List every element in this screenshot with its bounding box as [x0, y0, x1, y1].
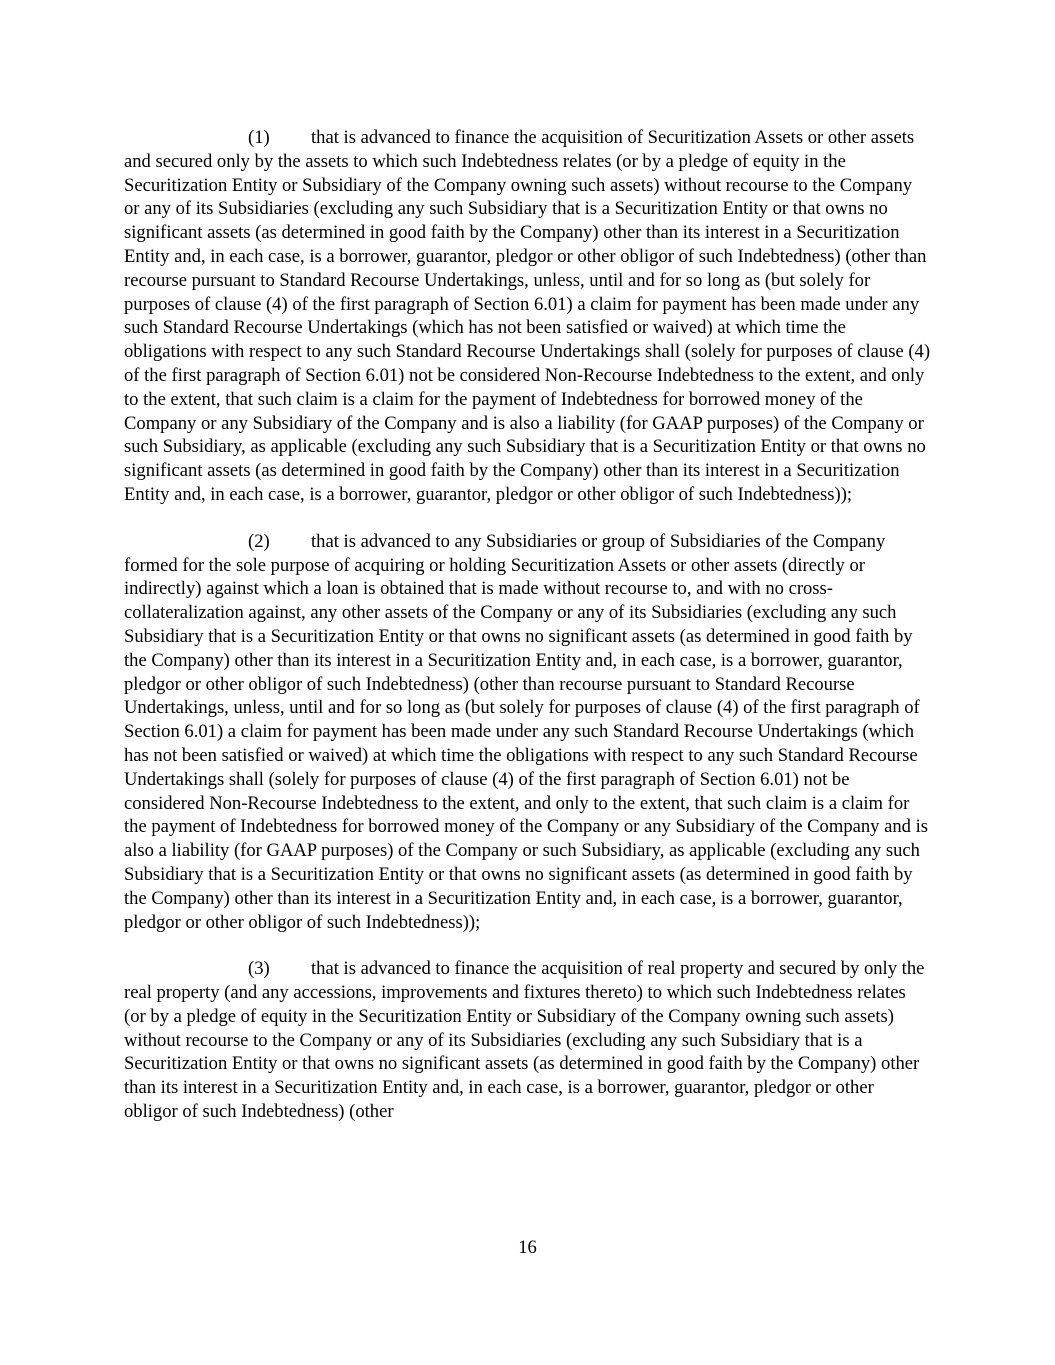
clause-text: that is advanced to finance the acquisition of Securitization Assets or other assets and secured only by the assets to which such Indebtedness relates (or by a pledge of equity in the Securitization Entity or Subsidiary of the Company owning such assets) without recourse to the Company or any of its Subsidiaries (excluding any such Subsidiary that is a Securitization Entity or that owns no significant assets (as determined in good faith by the Company) other than its interest in a Securitization Entity and, in each case, is a borrower, guarantor, pledgor or other obligor of such Indebtedness) (other than recourse pursuant to Standard Recourse Undertakings, unless, until and for so long as (but solely for purposes of clause (4) of the first paragraph of Section 6.01) a claim for payment has been made under any such Standard Recourse Undertakings (which has not been satisfied or waived) at which time the obligations with respect to any such Standard Recourse Undertakings shall (solely for purposes of clause (4) of the first paragraph of Section 6.01) not be considered Non-Recourse Indebtedness to the extent, and only to the extent, that such claim is a claim for the payment of Indebtedness for borrowed money of the Company or any Subsidiary of the Company and is also a liability (for GAAP purposes) of the Company or such Subsidiary, as applicable (excluding any such Subsidiary that is a Securitization Entity or that owns no significant assets (as determined in good faith by the Company) other than its interest in a Securitization Entity and, in each case, is a borrower, guarantor, pledgor or other obligor of such Indebtedness));	[124, 127, 931, 505]
clause-paragraph-1	[124, 126, 932, 507]
clause-number: (3)	[248, 958, 270, 980]
clause-paragraph-3	[124, 957, 932, 1124]
clause-number: (1)	[248, 127, 270, 148]
clause-number: (2)	[248, 530, 270, 552]
page-number: 16	[518, 1237, 537, 1258]
clause-text: that is advanced to any Subsidiaries or group of Subsidiaries of the Company formed for the sole purpose of acquiring or holding Securitization Assets or other assets (directly or indirectly) against which a loan is obtained that is made without recourse to, and with no cross-collateralization against, any other assets of the Company or any of its Subsidiaries (excluding any such Subsidiary that is a Securitization Entity or that owns no significant assets (as determined in good faith by the Company) other than its interest in a Securitization Entity and, in each case, is a borrower, guarantor, pledgor or other obligor of such Indebtedness) (other than recourse pursuant to Standard Recourse Undertakings, unless, until and for so long as (but solely for purposes of clause (4) of the first paragraph of Section 6.01) a claim for payment has been made under any such Standard Recourse Undertakings (which has not been satisfied or waived) at which time the obligations with respect to any such Standard Recourse Undertakings shall (solely for purposes of clause (4) of the first paragraph of Section 6.01) not be considered Non-Recourse Indebtedness to the extent, and only to the extent, that such claim is a claim for the payment of Indebtedness for borrowed money of the Company or any Subsidiary of the Company and is also a liability (for GAAP purposes) of the Company or such Subsidiary, as applicable (excluding any such Subsidiary that is a Securitization Entity or that owns no significant assets (as determined in good faith by the Company) other than its interest in a Securitization Entity and, in each case, is a borrower, guarantor, pledgor or other obligor of such Indebtedness));	[124, 530, 929, 933]
clause-paragraph-2	[124, 530, 932, 935]
document-body	[124, 126, 932, 1147]
clause-text: that is advanced to finance the acquisition of real property and secured by only the real property (and any accessions, improvements and fixtures thereto) to which such Indebtedness relates (or by a pledge of equity in the Securitization Entity or Subsidiary of the Company owning such assets) without recourse to the Company or any of its Subsidiaries (excluding any such Subsidiary that is a Securitization Entity or that owns no significant assets (as determined in good faith by the Company) other than its interest in a Securitization Entity and, in each case, is a borrower, guarantor, pledgor or other obligor of such Indebtedness) (other	[124, 958, 925, 1123]
